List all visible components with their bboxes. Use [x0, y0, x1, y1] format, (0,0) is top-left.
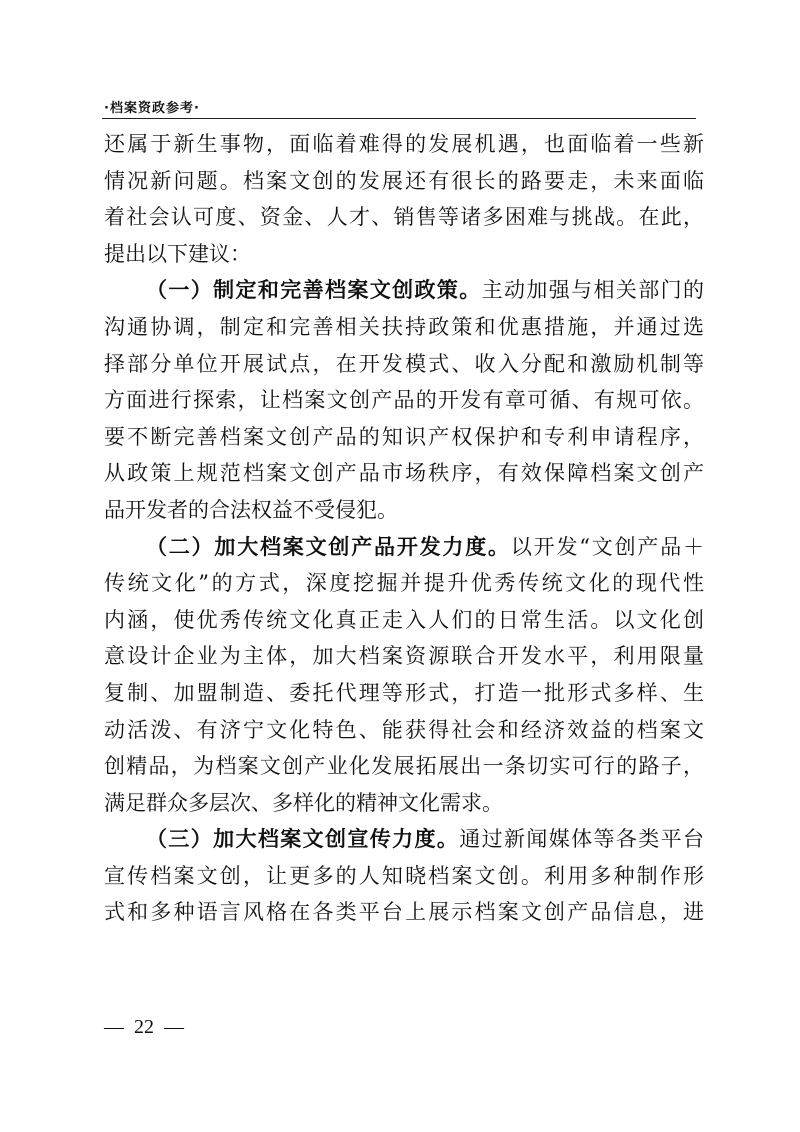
text-line [104, 455, 704, 492]
text-line [104, 382, 704, 419]
text-line [104, 236, 704, 273]
text-run: 创精品，为档案文创产业化发展拓展出一条切实可行的路子， [104, 754, 704, 779]
text-run: 以开发“文创产品＋ [510, 534, 704, 559]
text-line [104, 748, 704, 785]
text-line [104, 602, 704, 639]
text-run: 择部分单位开展试点，在开发模式、收入分配和激励机制等 [104, 351, 704, 376]
text-run: 满足群众多层次、多样化的精神文化需求。 [104, 790, 503, 815]
text-run: 从政策上规范档案文创产品市场秩序，有效保障档案文创产 [104, 461, 704, 486]
text-run: 品开发者的合法权益不受侵犯。 [104, 497, 398, 522]
text-run: 传统文化”的方式，深度挖掘并提升优秀传统文化的现代性 [104, 571, 704, 596]
body-text [104, 126, 704, 931]
section-heading: （三）加大档案文创宣传力度。 [146, 826, 460, 852]
text-line [104, 126, 704, 163]
text-run: 内涵，使优秀传统文化真正走入人们的日常生活。以文化创 [104, 607, 704, 632]
text-line [104, 492, 704, 529]
text-run: 主动加强与相关部门的 [481, 278, 704, 303]
text-line [104, 419, 704, 456]
text-run: 通过新闻媒体等各类平台 [459, 827, 704, 852]
text-line [104, 894, 704, 931]
text-run: 方面进行探索，让档案文创产品的开发有章可循、有规可依。 [104, 388, 704, 413]
text-line [104, 309, 704, 346]
text-line [104, 821, 704, 858]
text-run: 动活泼、有济宁文化特色、能获得社会和经济效益的档案文 [104, 717, 704, 742]
text-run: 宣传档案文创，让更多的人知晓档案文创。利用多种制作形 [104, 863, 704, 888]
text-run: 着社会认可度、资金、人才、销售等诸多困难与挑战。在此， [104, 205, 704, 230]
running-header: ·档案资政参考· [104, 101, 200, 116]
text-run: 情况新问题。档案文创的发展还有很长的路要走，未来面临 [104, 168, 704, 193]
text-run: 还属于新生事物，面临着难得的发展机遇，也面临着一些新 [104, 132, 704, 156]
text-run: 式和多种语言风格在各类平台上展示档案文创产品信息，进 [104, 900, 704, 925]
text-line [104, 199, 704, 236]
text-run: 要不断完善档案文创产品的知识产权保护和专利申请程序， [104, 424, 704, 449]
text-line [104, 858, 704, 895]
page-number: — 22 — [104, 1016, 184, 1038]
text-line [104, 675, 704, 712]
text-line [104, 346, 704, 383]
text-run: 复制、加盟制造、委托代理等形式，打造一批形式多样、生 [104, 680, 704, 705]
text-line [104, 638, 704, 675]
text-line [104, 163, 704, 200]
text-line [104, 712, 704, 749]
text-run: 提出以下建议： [104, 241, 251, 266]
text-run: 沟通协调，制定和完善相关扶持政策和优惠措施，并通过选 [104, 314, 704, 339]
text-line [104, 272, 704, 309]
text-line [104, 565, 704, 602]
section-heading: （一）制定和完善档案文创政策。 [146, 277, 482, 303]
section-heading: （二）加大档案文创产品开发力度。 [146, 533, 511, 559]
text-line [104, 529, 704, 566]
header-rule [102, 118, 696, 119]
text-line [104, 785, 704, 822]
text-run: 意设计企业为主体，加大档案资源联合开发水平，利用限量 [104, 644, 704, 669]
